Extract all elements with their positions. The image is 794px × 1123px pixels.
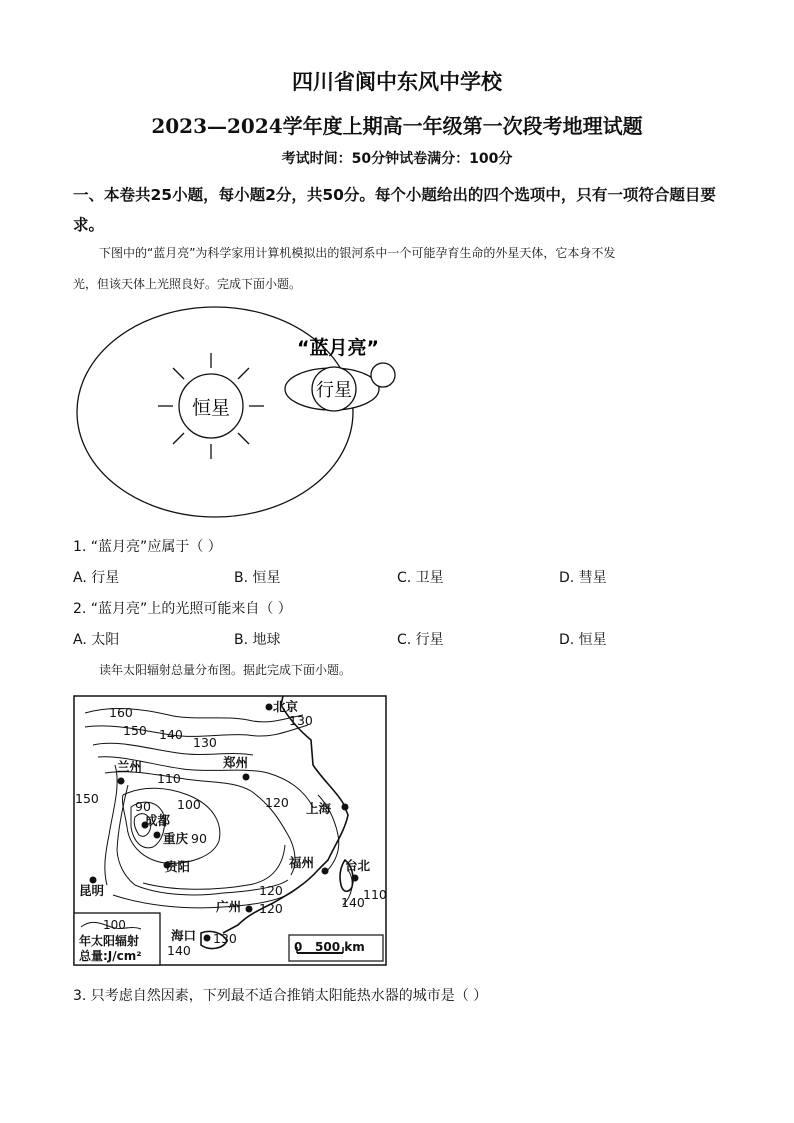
- contour-label: 100: [177, 797, 201, 812]
- q2-option-a[interactable]: A. 太阳: [73, 632, 120, 648]
- passage2: 读年太阳辐射总量分布图。据此完成下面小题。: [99, 663, 352, 677]
- question-1-stem: 1. “蓝月亮”应属于（ ）: [73, 539, 222, 555]
- q1-option-c[interactable]: C. 卫星: [397, 570, 444, 586]
- q2-option-b[interactable]: B. 地球: [234, 632, 281, 648]
- contour-label: 110: [157, 771, 181, 786]
- scale-zero: 0: [294, 940, 303, 954]
- contour-label: 140: [341, 895, 365, 910]
- passage1-line1: 下图中的“蓝月亮”为科学家用计算机模拟出的银河系中一个可能孕育生命的外星天体，它本身不发: [99, 246, 616, 260]
- contour-label: 90: [135, 799, 151, 814]
- q1-option-d[interactable]: D. 彗星: [559, 570, 607, 586]
- contour-label: 90: [191, 831, 207, 846]
- legend-line1: 年太阳辐射: [79, 934, 140, 948]
- city-beijing: 北京: [273, 699, 299, 714]
- city-guangzhou: 广州: [216, 899, 242, 914]
- contour-label: 110: [363, 887, 387, 902]
- contour-label: 150: [123, 723, 147, 738]
- city-guiyang: 贵阳: [165, 859, 191, 874]
- exam-title: 2023—2024学年度上期高一年级第一次段考地理试题: [151, 114, 643, 138]
- city-chongqing: 重庆: [163, 831, 189, 846]
- contour-label: 140: [167, 943, 191, 958]
- city-haikou: 海口: [171, 928, 197, 943]
- exam-info: 考试时间：50分钟试卷满分：100分: [281, 151, 513, 167]
- q1-option-b[interactable]: B. 恒星: [234, 570, 281, 586]
- city-shanghai: 上海: [306, 801, 332, 816]
- legend-value: 100: [103, 918, 126, 932]
- planet-label: 行星: [316, 380, 352, 401]
- blue-moon-diagram: [70, 300, 450, 530]
- scale-label: 500 km: [315, 940, 365, 954]
- city-chengdu: 成都: [145, 813, 171, 828]
- city-kunming: 昆明: [79, 883, 105, 898]
- school-name: 四川省阆中东风中学校: [292, 69, 502, 94]
- question-3-stem: 3. 只考虑自然因素，下列最不适合推销太阳能热水器的城市是（ ）: [73, 988, 488, 1004]
- scale-bar: [289, 935, 383, 961]
- blue-moon-body: [371, 363, 395, 387]
- contour-label: 160: [109, 705, 133, 720]
- star-label: 恒星: [191, 397, 231, 419]
- contour-label: 120: [259, 901, 283, 916]
- city-zhengzhou: 郑州: [223, 755, 249, 770]
- solar-radiation-map: [73, 695, 388, 967]
- q1-option-a[interactable]: A. 行星: [73, 570, 120, 586]
- contour-label: 120: [259, 883, 283, 898]
- contour-label: 130: [193, 735, 217, 750]
- passage1-line2: 光，但该天体上光照良好。完成下面小题。: [73, 277, 302, 291]
- legend-line2: 总量:J/cm²: [79, 949, 142, 963]
- question-2-stem: 2. “蓝月亮”上的光照可能来自（ ）: [73, 601, 292, 617]
- blue-moon-label: “蓝月亮”: [297, 337, 379, 359]
- contour-label: 140: [159, 727, 183, 742]
- section-heading: 一、本卷共25小题，每小题2分，共50分。每个小题给出的四个选项中，只有一项符合题目要求。: [73, 186, 716, 234]
- contour-label: 130: [213, 931, 237, 946]
- map-legend: [74, 913, 160, 965]
- contour-label: 120: [265, 795, 289, 810]
- city-fuzhou: 福州: [289, 855, 315, 870]
- q2-option-c[interactable]: C. 行星: [397, 632, 444, 648]
- city-lanzhou: 兰州: [117, 759, 143, 774]
- contour-label: 150: [75, 791, 99, 806]
- city-taipei: 台北: [345, 858, 371, 873]
- q2-option-d[interactable]: D. 恒星: [559, 632, 607, 648]
- contour-label: 130: [289, 713, 313, 728]
